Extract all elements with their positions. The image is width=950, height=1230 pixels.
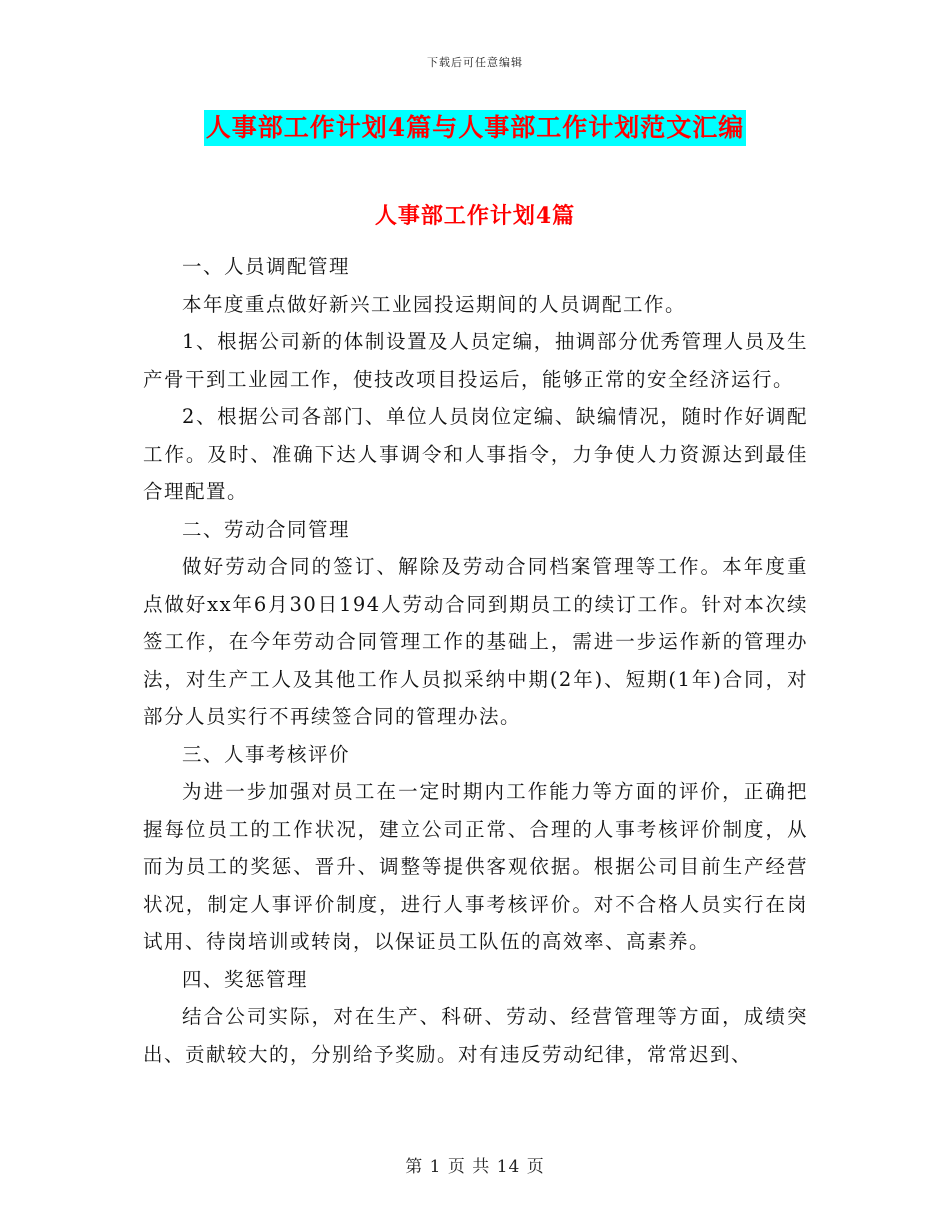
footer-prefix: 第 — [405, 1157, 424, 1177]
document-body — [143, 248, 808, 1073]
footer-total-pages: 14 — [496, 1157, 521, 1177]
header-note: 下载后可任意编辑 — [427, 56, 523, 69]
paragraph: 结合公司实际，对在生产、科研、劳动、经营管理等方面，成绩突出、贡献较大的，分别给予奖励。对有违反劳动纪律，常常迟到、 — [143, 1005, 808, 1066]
section-heading: 二、劳动合同管理 — [182, 517, 351, 541]
footer-middle: 页 共 — [447, 1157, 491, 1177]
footer-page-number: 1 — [429, 1157, 442, 1177]
section-heading: 四、奖惩管理 — [182, 967, 309, 991]
footer-suffix: 页 — [526, 1157, 545, 1177]
paragraph: 做好劳动合同的签订、解除及劳动合同档案管理等工作。本年度重点做好xx年6月30日194人劳动合同到期员工的续订工作。针对本次续签工作，在今年劳动合同管理工作的基础上，需进一步运作新的管理办法，对生产工人及其他工作人员拟采纳中期(2年)、短期(1年)合同，对部分人员实行不再续签合同的管理办法。 — [143, 555, 808, 728]
page-footer — [0, 1152, 950, 1177]
paragraph: 1、根据公司新的体制设置及人员定编，抽调部分优秀管理人员及生产骨干到工业园工作，使技改项目投运后，能够正常的安全经济运行。 — [143, 330, 808, 391]
paragraph: 为进一步加强对员工在一定时期内工作能力等方面的评价，正确把握每位员工的工作状况，建立公司正常、合理的人事考核评价制度，从而为员工的奖惩、晋升、调整等提供客观依据。根据公司目前生产经营状况，制定人事评价制度，进行人事考核评价。对不合格人员实行在岗试用、待岗培训或转岗，以保证员工队伍的高效率、高素养。 — [143, 780, 808, 953]
section-heading: 三、人事考核评价 — [182, 742, 351, 766]
paragraph: 2、根据公司各部门、单位人员岗位定编、缺编情况，随时作好调配工作。及时、准确下达人事调令和人事指令，力争使人力资源达到最佳合理配置。 — [143, 405, 808, 503]
main-title-container — [0, 110, 950, 146]
main-title: 人事部工作计划4篇与人事部工作计划范文汇编 — [204, 110, 746, 146]
sub-title: 人事部工作计划4篇 — [374, 203, 576, 229]
section-heading: 一、人员调配管理 — [182, 255, 351, 278]
paragraph: 本年度重点做好新兴工业园投运期间的人员调配工作。 — [182, 292, 687, 316]
